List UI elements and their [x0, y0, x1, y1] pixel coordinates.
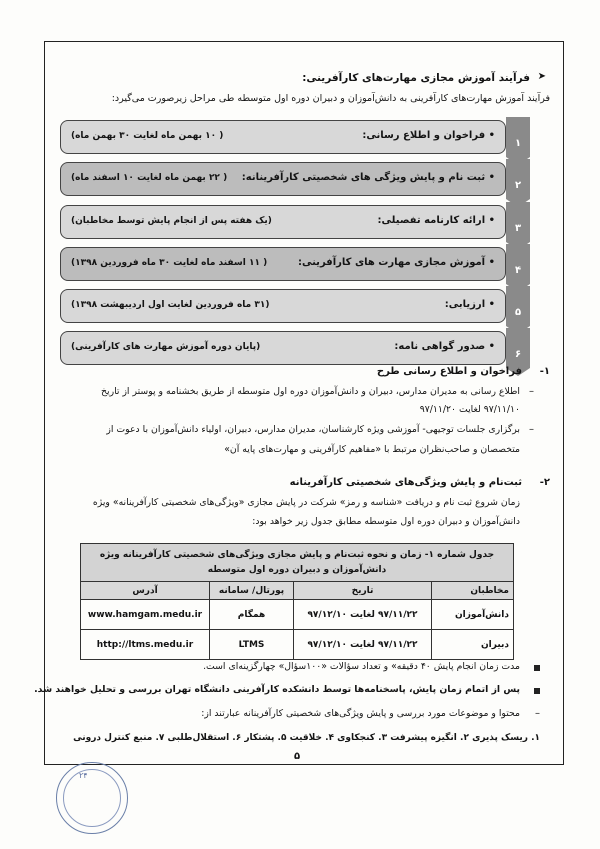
process-step — [60, 162, 530, 196]
table-caption-line-1: جدول شماره ۱- زمان و نحوه ثبت‌نام و پایش مجازی ویژگی‌های شخصیتی کارآفرینانه ویژه — [99, 549, 495, 560]
table-cell-link[interactable]: www.hamgam.medu.ir — [81, 600, 210, 630]
table-cell: LTMS — [210, 630, 294, 660]
square-bullet-icon — [534, 688, 540, 694]
step-number-tab — [506, 286, 530, 326]
process-step — [60, 289, 530, 323]
step-title: • فراخوان و اطلاع رسانی: — [362, 130, 495, 141]
stamp-number: ۲۴ — [79, 771, 88, 780]
section-2-number: ۲- — [539, 477, 550, 488]
square-bullet-icon — [534, 665, 540, 671]
step-number: ۴ — [514, 264, 522, 276]
step-number-tab — [506, 159, 530, 199]
step-box — [60, 331, 506, 365]
table-header-cell: تاریخ — [294, 582, 432, 600]
table-row — [81, 630, 514, 660]
step-number-tab — [506, 244, 530, 284]
dash-marker: – — [535, 708, 540, 719]
table-row — [81, 600, 514, 630]
step-number: ۵ — [514, 307, 522, 319]
step-box — [60, 162, 506, 196]
page-heading: فرآیند آموزش مجازی مهارت‌های کارآفرینی: — [302, 72, 530, 84]
step-box — [60, 247, 506, 281]
step-number: ۲ — [514, 180, 522, 192]
step-box — [60, 205, 506, 239]
table-cell: دبیران — [432, 630, 514, 660]
step-date: (پایان دوره آموزش مهارت های کارآفرینی) — [71, 342, 261, 353]
process-steps — [60, 120, 530, 374]
table-cell: ۹۷/۱۱/۲۲ لغایت ۹۷/۱۲/۱۰ — [294, 630, 432, 660]
step-number: ۳ — [514, 222, 522, 234]
traits-list: ۱. ریسک پذیری ۲. انگیزه پیشرفت ۳. کنجکاوی ۴. خلاقیت ۵. پشتکار ۶. استقلال‌طلبی ۷. منبع کنترل درونی — [73, 733, 540, 743]
table-cell: ۹۷/۱۱/۲۲ لغایت ۹۷/۱۲/۱۰ — [294, 600, 432, 630]
step-box — [60, 289, 506, 323]
section-1-para-1-line-2: ۹۷/۱۱/۱۰ لغایت ۹۷/۱۱/۲۰ — [419, 404, 520, 415]
stamp-inner-ring — [63, 769, 121, 827]
table-cell: دانش‌آموزان — [432, 600, 514, 630]
step-number-tab — [506, 202, 530, 242]
table-cell-link[interactable]: http://ltms.medu.ir — [81, 630, 210, 660]
process-step — [60, 120, 530, 154]
section-1-para-1-line-1: اطلاع رسانی به مدیران مدارس، دبیران و دانش‌آموزان دوره اول متوسطه از طریق بخشنامه و پوستر از تاریخ — [100, 386, 520, 397]
step-date: (۳۱ ماه فروردین لغایت اول اردیبهشت ۱۳۹۸) — [71, 300, 270, 311]
bullet-text: پس از اتمام زمان پایش، پاسخنامه‌ها توسط دانشکده کارآفرینی دانشگاه تهران بررسی و تحلیل خواهند شد. — [34, 684, 520, 695]
table-header-row — [81, 582, 514, 600]
section-1-title: فراخوان و اطلاع رسانی طرح — [376, 366, 522, 377]
step-box — [60, 120, 506, 154]
section-1-number: ۱- — [539, 366, 550, 377]
step-date: ( ۱۱ اسفند ماه لغایت ۳۰ ماه فروردین ۱۳۹۸) — [71, 257, 268, 268]
table-header-cell: مخاطبان — [432, 582, 514, 600]
step-title: • آموزش مجازی مهارت های کارآفرینی: — [297, 256, 495, 268]
dash-marker: – — [529, 386, 534, 397]
step-title: • صدور گواهی نامه: — [394, 341, 495, 353]
section-1-para-2-line-1: برگزاری جلسات توجیهی- آموزشی ویژه کارشناسان، مدیران مدارس، دبیران، اولیاء دانش‌آموزان با دعوت از — [106, 424, 520, 435]
arrow-bullet-icon: ➤ — [537, 71, 546, 82]
step-date: ( ۱۰ بهمن ماه لغایت ۳۰ بهمن ماه) — [71, 131, 224, 141]
table-cell: همگام — [210, 600, 294, 630]
registration-table — [80, 543, 514, 660]
process-step — [60, 205, 530, 239]
section-2-title: ثبت‌نام و پایش ویژگی‌های شخصیتی کارآفرینانه — [289, 477, 522, 488]
table-caption — [81, 544, 514, 582]
section-2-para-line-1: زمان شروع ثبت نام و دریافت «شناسه و رمز» شرکت در پایش مجازی «ویژگی‌های شخصیتی کارآفرینانه» ویژه — [92, 497, 520, 508]
intro-paragraph: فرآیند آموزش مهارت‌های کارآفرینی به دانش‌آموزان و دبیران دوره اول متوسطه طی مراحل زیرصورت می‌گیرد: — [111, 93, 550, 104]
step-number-tab — [506, 328, 530, 368]
bullet-text: محتوا و موضوعات مورد بررسی و پایش ویژگی‌های شخصیتی کارآفرینانه عبارتند از: — [201, 708, 520, 719]
step-title: • ثبت نام و پایش ویژگی های شخصیتی کارآفرینانه: — [241, 172, 495, 184]
step-title: • ارائه کارنامه تفصیلی: — [377, 214, 495, 226]
step-date: ( ۲۲ بهمن ماه لغایت ۱۰ اسفند ماه) — [71, 173, 228, 184]
official-stamp — [56, 762, 128, 834]
table-header-cell: آدرس — [81, 582, 210, 600]
table-caption-line-2: دانش‌آموزان و دبیران دوره اول متوسطه — [207, 564, 387, 575]
process-step — [60, 247, 530, 281]
page-number: ۵ — [294, 751, 301, 762]
step-date: (یک هفته پس از انجام پایش توسط مخاطبان) — [71, 215, 272, 226]
dash-marker: – — [529, 424, 534, 435]
bullet-text: مدت زمان انجام پایش ۴۰ دقیقه» و تعداد سؤالات «۱۰۰سؤال» چهارگزینه‌ای است. — [203, 661, 520, 672]
step-number: ۱ — [514, 138, 522, 149]
step-title: • ارزیابی: — [444, 299, 495, 311]
section-1-para-2-line-2: متخصصان و صاحب‌نظران مرتبط با «مفاهیم کارآفرینی و مهارت‌های پایه آن» — [224, 444, 520, 455]
process-step — [60, 331, 530, 365]
table-header-cell: پورتال/ سامانه — [210, 582, 294, 600]
step-number: ۶ — [514, 349, 522, 361]
section-2-para-line-2: دانش‌آموزان و دبیران دوره اول متوسطه مطابق جدول زیر خواهد بود: — [252, 516, 520, 527]
step-number-tab — [506, 117, 530, 157]
